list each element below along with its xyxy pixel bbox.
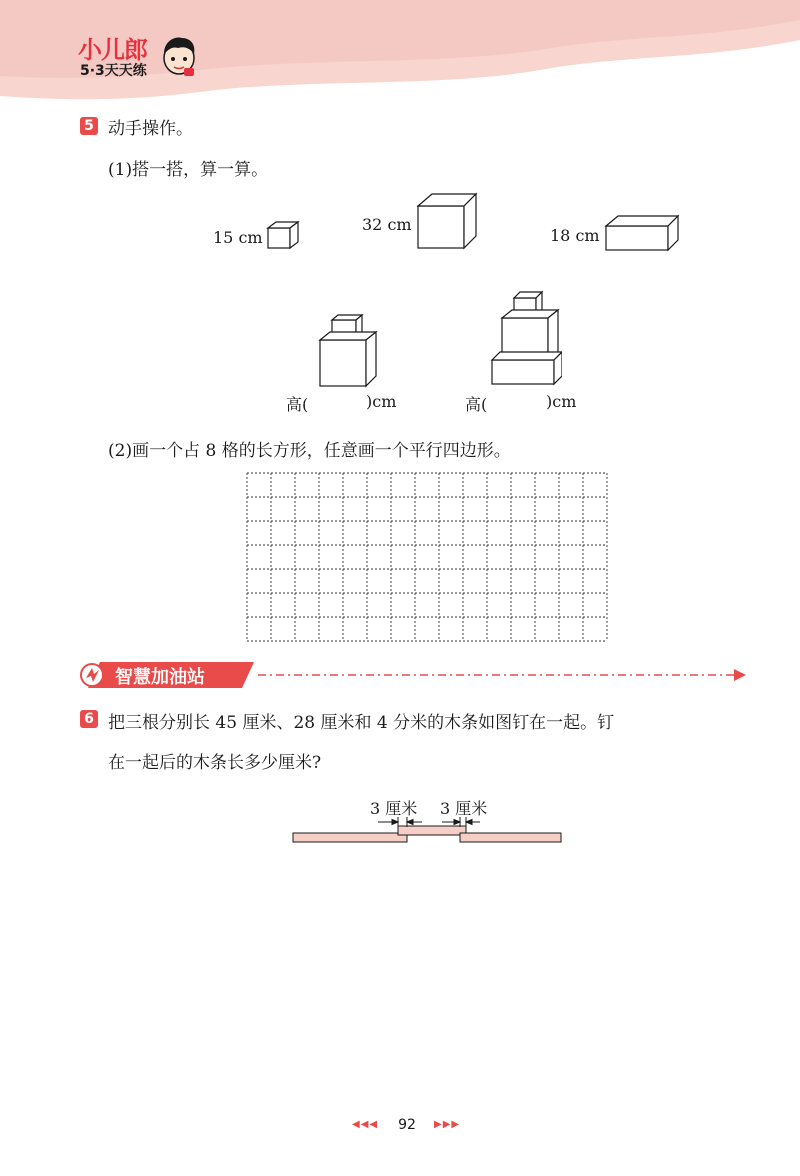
page-number: 92: [398, 1117, 416, 1133]
small-cube-label: 15 cm: [213, 228, 263, 247]
dotted-grid[interactable]: [246, 472, 608, 642]
prev-arrows-icon: ◀◀◀: [352, 1119, 379, 1130]
stack-two-answer-prefix: 高(: [465, 395, 488, 414]
small-cube-figure: [266, 220, 302, 250]
q5-part2: (2)画一个占 8 格的长方形，任意画一个平行四边形。: [108, 441, 511, 461]
q5-part1: (1)搭一搭，算一算。: [108, 160, 269, 180]
stack-one-answer-prefix: 高(: [286, 395, 309, 414]
next-arrows-icon: ▶▶▶: [434, 1119, 461, 1130]
stack-one-answer-blank[interactable]: [315, 394, 365, 412]
mascot-boy-icon: [158, 32, 200, 82]
stack-two-answer-blank[interactable]: [494, 394, 544, 412]
overlap-left-label: 3 厘米: [370, 799, 418, 818]
q6-line2: 在一起后的木条长多少厘米?: [108, 753, 322, 773]
brand-title: 小儿郎: [78, 36, 147, 64]
large-cube-figure: [416, 192, 478, 250]
question-number-6: 6: [80, 710, 98, 728]
brand-subtitle: 5·3天天练: [80, 63, 147, 79]
q6-line1: 把三根分别长 45 厘米、28 厘米和 4 分米的木条如图钉在一起。钉: [108, 713, 615, 733]
large-cube-label: 32 cm: [362, 215, 412, 234]
section-divider-arrow: [258, 668, 748, 682]
cuboid-figure: [604, 214, 680, 252]
question-number-5: 5: [80, 117, 98, 135]
q5-title: 动手操作。: [108, 119, 193, 139]
overlap-right-label: 3 厘米: [440, 799, 488, 818]
wood-strips-diagram: [290, 815, 564, 849]
stack-two-figure: [490, 290, 562, 388]
stack-one-answer-suffix: )cm: [366, 392, 397, 411]
stack-two-answer-suffix: )cm: [546, 392, 577, 411]
stack-one-figure: [318, 314, 378, 388]
cuboid-label: 18 cm: [550, 226, 600, 245]
section-title: 智慧加油站: [115, 667, 205, 688]
